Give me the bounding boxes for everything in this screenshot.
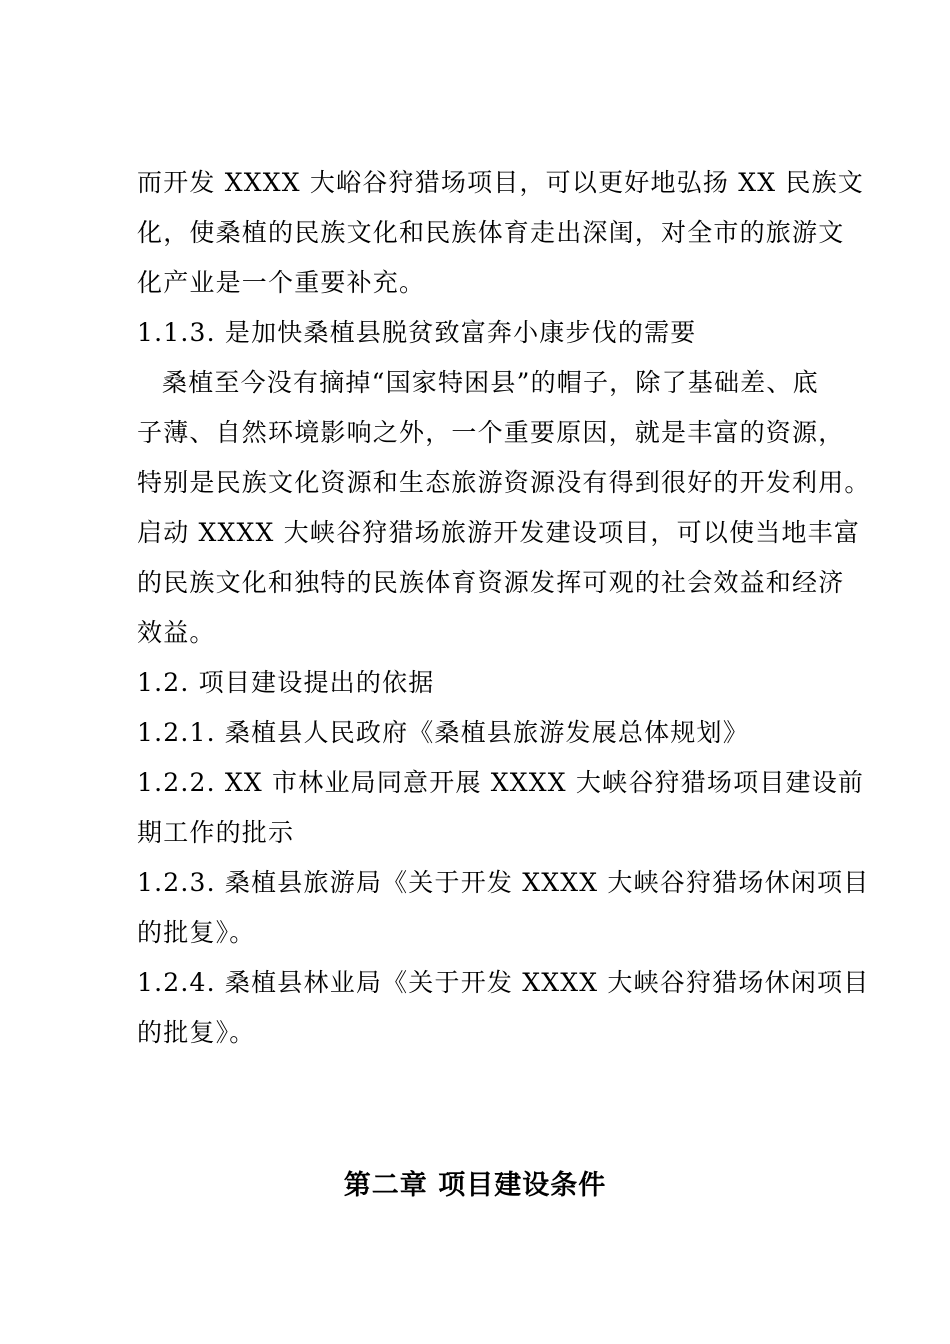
- section-heading-1-2-3: 1.2.3. 桑植县旅游局《关于开发 XXXX 大峡谷狩猎场休闲项目: [137, 868, 870, 897]
- section-heading-1-2-1: 1.2.1. 桑植县人民政府《桑植县旅游发展总体规划》: [137, 718, 749, 747]
- body-text-line: 效益。: [137, 618, 216, 647]
- body-text-line: 化，使桑植的民族文化和民族体育走出深闺，对全市的旅游文: [137, 218, 845, 247]
- body-text-line: 的民族文化和独特的民族体育资源发挥可观的社会效益和经济: [137, 568, 845, 597]
- section-heading-1-2-2: 1.2.2. XX 市林业局同意开展 XXXX 大峡谷狩猎场项目建设前: [137, 768, 865, 797]
- chapter-heading: 第二章 项目建设条件: [343, 1170, 607, 1201]
- body-text-line: 化产业是一个重要补充。: [137, 268, 426, 297]
- body-text-line: 子薄、自然环境影响之外，一个重要原因，就是丰富的资源，: [137, 418, 845, 447]
- body-text-line: 特别是民族文化资源和生态旅游资源没有得到很好的开发利用。: [137, 468, 871, 497]
- body-text-line: 而开发 XXXX 大峪谷狩猎场项目，可以更好地弘扬 XX 民族文: [137, 168, 864, 197]
- section-heading-1-2-4: 1.2.4. 桑植县林业局《关于开发 XXXX 大峡谷狩猎场休闲项目: [137, 968, 870, 997]
- body-text-line: 的批复》。: [137, 1018, 256, 1047]
- body-text-line: 的批复》。: [137, 918, 256, 947]
- paragraph-first-line: 桑植至今没有摘掉“国家特困县”的帽子，除了基础差、底: [162, 368, 819, 397]
- body-text-line: 期工作的批示: [137, 818, 295, 847]
- section-heading-1-2: 1.2. 项目建设提出的依据: [137, 668, 435, 697]
- section-heading-1-1-3: 1.1.3. 是加快桑植县脱贫致富奔小康步伐的需要: [137, 318, 697, 347]
- body-text-line: 启动 XXXX 大峡谷狩猎场旅游开发建设项目，可以使当地丰富: [137, 518, 861, 547]
